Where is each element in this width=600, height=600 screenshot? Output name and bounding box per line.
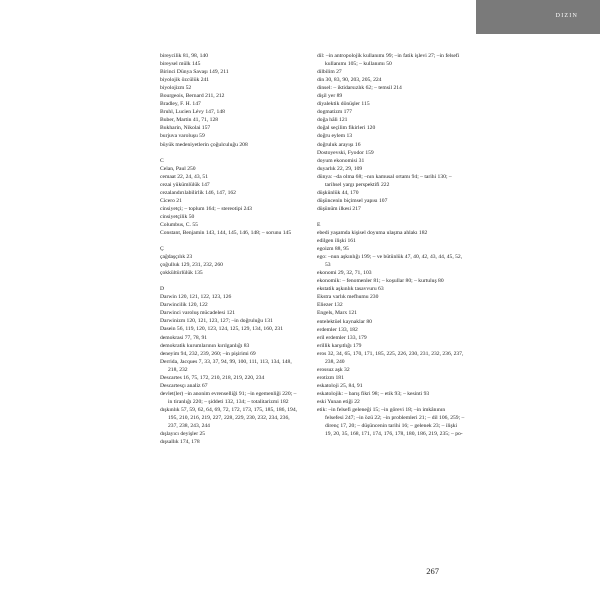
index-entry: erillik karşıtlığı 179 <box>317 342 362 349</box>
index-entry: ego: –nun aşkınlığı 199; – ve bütünlük 47, 40, 42, 43, 44, 45, 52, 53 <box>317 254 463 269</box>
index-entry: Buber, Martin 41, 71, 128 <box>160 117 219 124</box>
index-entry: doğa hâli 121 <box>317 117 348 124</box>
index-entry: Bourgeois, Bernard 211, 212 <box>160 93 225 100</box>
index-entry: Darwinizm 120, 121, 123, 127; –in doğruluğu 131 <box>160 318 273 325</box>
index-entry: bireysel mülk 145 <box>160 61 201 68</box>
section-gap <box>160 149 300 153</box>
running-head-tab <box>476 0 600 34</box>
index-entry: Bruhl, Lucien Lévy 147, 148 <box>160 109 225 116</box>
index-entry: erossuz aşk 32 <box>317 366 350 373</box>
index-entry: Darwin 120, 121, 122, 123, 126 <box>160 294 232 301</box>
index-entry: demokratik kurumlarının kırılganlığı 83 <box>160 342 250 349</box>
index-entry: Ekstra varlık mefhumu 230 <box>317 294 379 301</box>
index-entry: çağdaşçılık 23 <box>160 254 193 261</box>
running-head: DIZIN <box>555 13 578 19</box>
index-letter-heading: C <box>160 157 164 164</box>
index-entry: cezalandırılabilirlik 146, 147, 162 <box>160 189 236 196</box>
index-entry: cemaat 22, 24, 43, 51 <box>160 173 209 180</box>
index-entry: dünya: –da olma 68; –nın kamusal ortamı 94; – tarihi 130; – tarihsel yargı perspektifi 222 <box>317 173 452 188</box>
index-entry: Cicero 21 <box>160 197 182 204</box>
index-entry: erdemler 133, 182 <box>317 326 358 333</box>
index-entry: Birinci Dünya Savaşı 149, 211 <box>160 69 229 76</box>
index-entry: doğru eylem 13 <box>317 133 353 140</box>
index-entry: ebedi yaşamda kişisel doyuma ulaşma ahlakı 182 <box>317 229 428 236</box>
section-gap <box>160 237 300 241</box>
index-entry: erotizm 181 <box>317 374 344 381</box>
index-entry: çokkültürlülük 135 <box>160 270 203 277</box>
index-entry: Darwinci varoluş mücadelesi 121 <box>160 310 236 317</box>
index-entry: eskatoloji 25, 84, 91 <box>317 382 363 389</box>
index-entry: çoğulluk 129, 231, 232, 260 <box>160 262 223 269</box>
index-entry: düşkünlük 44, 170 <box>317 189 359 196</box>
index-entry: ekstatik aşkınlık tasavvuru 63 <box>317 286 384 293</box>
index-entry: etik: –in felsefi geleneği 15; –in görevi 18; –in imkânının felsefesi 247; –in özü 22; –in problemleri 21; – dil 106, 259; – direnç 17, 20; – düşüncenin tarihi 16; – gelenek 23; – ilişki 19, 20, 35, 168, 171, 174, 176, 178, 180, 186, 219, 235; – po- <box>317 407 465 438</box>
index-entry: bireycilik 81, 98, 140 <box>160 53 209 59</box>
index-letter-heading: D <box>160 286 165 293</box>
index-column-right <box>317 52 465 438</box>
index-entry: demokrasi 77, 78, 91 <box>160 334 208 341</box>
index-column-left <box>160 52 300 446</box>
index-entry: düşüncenin biçimsel yapısı 107 <box>317 197 388 204</box>
index-entry: dışsallık 174, 178 <box>160 439 200 446</box>
index-entry: dilbilim 27 <box>317 69 342 76</box>
index-entry: Dostoyevski, Fyodor 159 <box>317 149 374 156</box>
index-entry: doğal seçilim fikirleri 120 <box>317 125 376 132</box>
section-gap <box>317 213 465 217</box>
index-entry: biyolojizm 52 <box>160 85 192 92</box>
index-entry: deneyim 94, 232, 239, 260; –in pişirimi 69 <box>160 350 256 357</box>
index-entry: dil: –in antropolojik kullanımı 99; –in fatik işlevi 27; –in felsefi kullanımı 105; – kullanımı 50 <box>317 53 460 68</box>
index-entry: biyolojik özcülük 241 <box>160 77 210 84</box>
index-entry: Descartes 16, 75, 172, 210, 218, 219, 220, 234 <box>160 374 265 381</box>
index-entry: eros 32, 34, 65, 170, 171, 185, 225, 226, 230, 231, 232, 236, 237, 238, 240 <box>317 350 464 365</box>
index-entry: dışlayıcı deyişler 25 <box>160 431 206 438</box>
index-entry: Darwincilik 120, 122 <box>160 302 208 309</box>
index-entry: cinsiyetçi; – toplum 164; – stereotipi 243 <box>160 205 252 212</box>
index-entry: dışkınlık 57, 59, 62, 64, 69, 72, 172, 173, 175, 185, 186, 194, 195, 210, 216, 219, 227, 228, 229, 230, 232, 234, 236, 237, 238, 243, 244 <box>160 406 298 430</box>
index-letter-heading: E <box>317 221 321 228</box>
index-entry: Celan, Paul 250 <box>160 165 196 172</box>
index-entry: burjuva varoluşu 59 <box>160 133 205 140</box>
index-entry: Derrida, Jacques 7, 33, 37, 94, 99, 100, 111, 113, 134, 148, 218, 232 <box>160 358 292 373</box>
index-entry: büyük medeniyetlerin çoğulculuğu 208 <box>160 141 248 148</box>
index-entry: Columbus, C. 55 <box>160 221 198 228</box>
index-entry: egoizm 88, 95 <box>317 246 349 253</box>
index-entry: dogmatizm 177 <box>317 109 352 116</box>
index-entry: duyarlık 22, 29, 109 <box>317 165 363 172</box>
index-entry: cinsiyetçilik 50 <box>160 213 195 220</box>
index-letter-heading: Ç <box>160 246 164 253</box>
index-entry: Descartesçı analiz 67 <box>160 382 208 389</box>
index-entry: eskatolojik: – barış fikri 98; – etik 93; – kesinti 93 <box>317 390 430 397</box>
index-entry: eril erdemler 133, 179 <box>317 334 367 341</box>
index-entry: entelektüel kaynaklar 80 <box>317 318 372 325</box>
index-entry: cezai yükümlülük 147 <box>160 181 210 188</box>
index-entry: edilgen ilişki 161 <box>317 238 356 245</box>
index-entry: diyalektik dönüşler 115 <box>317 101 370 108</box>
index-entry: doyum ekonomisi 31 <box>317 157 365 164</box>
index-entry: düşünüm ilkesi 217 <box>317 205 361 212</box>
section-gap <box>160 277 300 281</box>
index-entry: din 30, 83, 90, 203, 205, 224 <box>317 77 382 84</box>
index-entry: Bukharin, Nikolai 157 <box>160 125 211 132</box>
index-entry: Dasein 56, 119, 120, 123, 124, 125, 129, 134, 160, 231 <box>160 326 284 333</box>
index-entry: Bradley, F. H. 147 <box>160 101 201 108</box>
index-entry: Engels, Marx 121 <box>317 310 357 317</box>
index-entry: eski Yunan etiği 22 <box>317 398 360 405</box>
index-entry: dinsel: – iktidarsızlık 62; – temsil 214 <box>317 85 402 92</box>
index-entry: devlet(ler) –in anonim evrenselliği 91; –in egemenliği 220; –in tiranlığı 220; – şiddeti 132, 134; – totalitarizmi 182 <box>160 390 297 405</box>
index-entry: ekonomik: – fenomenler 81; – koşullar 80; – kurtuluş 80 <box>317 278 444 285</box>
index-entry: ekonomi 29, 32, 71, 103 <box>317 270 372 277</box>
page-number: 267 <box>426 566 439 576</box>
index-entry: doğruluk arayışı 16 <box>317 141 361 148</box>
index-entry: dişil yer 89 <box>317 93 343 100</box>
index-entry: Constant, Benjamin 143, 144, 145, 146, 148; – sorunu 145 <box>160 229 292 236</box>
index-entry: Eliezer 132 <box>317 302 343 309</box>
